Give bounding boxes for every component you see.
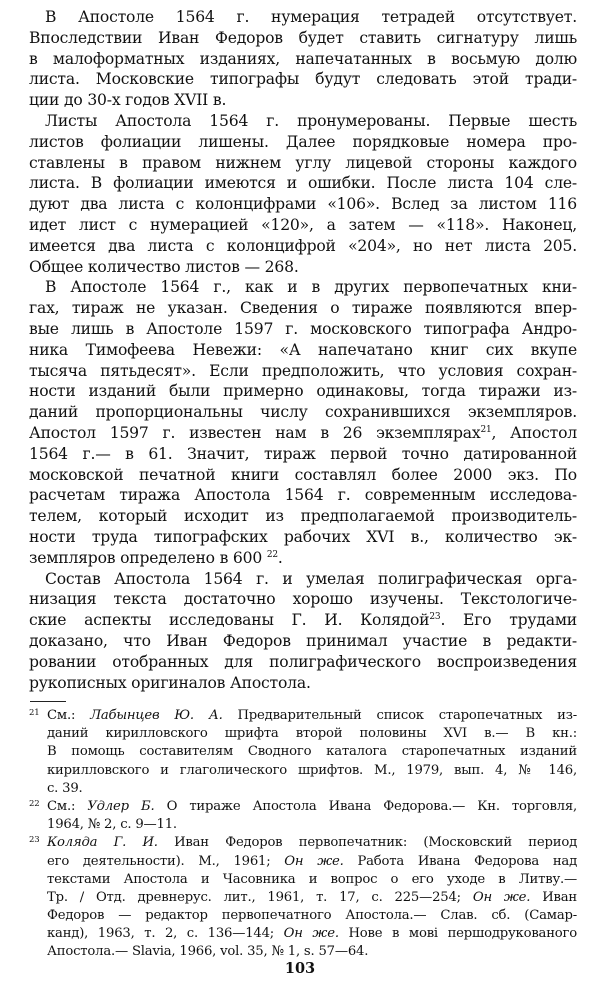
footnote-line: См.: Удлер Б. О тираже Апостола Ивана Федорова.— Кн. торговля, [47, 798, 577, 814]
footnote-21 [29, 707, 577, 798]
footnote-line: даний кирилловского шрифта второй половины XVI в.— В кн.: [47, 726, 577, 742]
text-line: земпляров определено в 600 $^{22}$. [29, 548, 283, 567]
text-line: В Апостоле 1564 г. нумерация тетрадей отсутствует. [45, 8, 577, 26]
footnote-line: Апостола.— Slavia, 1966, vol. 35, № 1, s. 57—64. [47, 944, 369, 960]
footnote-line: Коляда Г. И. Иван Федоров первопечатник: (Московский период [47, 835, 577, 851]
footnote-ref: 23 [429, 612, 441, 623]
italic-text: Лабынцев Ю. А. [90, 708, 223, 723]
text-line: московской печатной книги составлял более 2000 экз. По [29, 465, 577, 484]
footnote-line: Тр. / Отд. древнерус. лит., 1961, т. 17, с. 225—254; Он же. Иван [47, 889, 577, 905]
footnote-line: кирилловского и глаголического шрифтов. М., 1979, вып. 4, № 146, [47, 762, 577, 778]
footnotes [29, 707, 577, 962]
text-line: гах, тираж не указан. Сведения о тираже появляются впер- [29, 299, 577, 318]
italic-text: Он же. [283, 926, 339, 942]
footnote-line: Федоров — редактор первопечатного Апостола.— Слав. сб. (Самар- [47, 908, 577, 924]
text-line: ровании отобранных для полиграфического воспроизведения [29, 652, 577, 671]
footnote-line: текстами Апостола и Часовника и вопрос о его уходе в Литву.— [47, 871, 577, 887]
footnote-22 [29, 798, 577, 834]
text-line: Впоследствии Иван Федоров будет ставить сигнатуру лишь [29, 28, 577, 47]
text-line: листов фолиации лишены. Далее порядковые номера про- [29, 132, 577, 151]
italic-text: Он же. [472, 889, 531, 905]
italic-text: Удлер Б. [87, 798, 155, 814]
text-line: В Апостоле 1564 г., как и в других первопечатных кни- [45, 278, 577, 297]
text-line: имеется два листа с колонцифрой «204», но нет листа 205. [29, 236, 577, 255]
text-line: листа. Московские типографы будут следовать этой тради- [29, 70, 577, 89]
page-number: 103 [284, 960, 316, 977]
footnote-divider [30, 701, 66, 702]
main-text [29, 7, 577, 693]
paragraph [29, 7, 577, 111]
italic-text: Он же. [284, 853, 344, 869]
paragraph [29, 569, 577, 694]
footnote-number: 23 [29, 835, 40, 846]
text-line: ции до 30-х годов XVII в. [29, 91, 227, 110]
text-line: телем, который исходит из предполагаемой производитель- [29, 507, 577, 526]
text-line: Листы Апостола 1564 г. пронумерованы. Первые шесть [45, 111, 577, 130]
text-line: низация текста достаточно хорошо изучены. Текстологиче- [29, 590, 577, 609]
footnote-line: В помощь составителям Сводного каталога старопечатных изданий [47, 744, 577, 760]
footnote-23 [29, 834, 577, 961]
paragraph [29, 111, 577, 277]
text-line: расчетам тиража Апостола 1564 г. современным исследова- [29, 486, 577, 505]
text-line: ские аспекты исследованы Г. И. Колядой$^{23}$. Его трудами [29, 611, 577, 630]
text-line: тысяча пятьдесят». Если предположить, что условия сохран- [29, 361, 577, 380]
text-line: идет лист с нумерацией «120», а затем — «118». Наконец, [29, 215, 577, 234]
text-line: даний пропорциональны числу сохранившихся экземпляров. [29, 403, 577, 422]
footnote-line: канд), 1963, т. 2, с. 136—144; Он же. Нове в мові першодрукованого [47, 926, 577, 942]
footnote-line: с. 39. [47, 780, 83, 796]
text-line: Апостол 1597 г. известен нам в 26 экземплярах$^{21}$, Апостол [29, 423, 578, 442]
footnote-number: 21 [29, 708, 40, 718]
italic-text: Коляда Г. И. [47, 835, 158, 851]
text-line: ставлены в правом нижнем углу лицевой стороны каждого [29, 153, 577, 172]
text-line: дуют два листа с колонцифрами «106». Вслед за листом 116 [29, 195, 577, 214]
text-line: ника Тимофеева Невежи: «А напечатано книг сих вкупе [29, 340, 577, 359]
text-line: Общее количество листов — 268. [29, 257, 299, 276]
text-line: Состав Апостола 1564 г. и умелая полиграфическая орга- [45, 569, 577, 588]
text-line: вые лишь в Апостоле 1597 г. московского типографа Андро- [29, 319, 577, 338]
paragraph [29, 277, 577, 568]
footnote-number: 22 [29, 798, 40, 809]
text-line: в малоформатных изданиях, напечатанных в восьмую долю [29, 49, 577, 68]
footnote-line: его деятельности). М., 1961; Он же. Работа Ивана Федорова над [47, 853, 578, 869]
text-line: рукописных оригиналов Апостола. [29, 673, 311, 692]
text-line: 1564 г.— в 61. Значит, тираж первой точно датированной [29, 444, 577, 463]
footnote-line: См.: Лабынцев Ю. А. Предварительный список старопечатных из- [47, 708, 577, 723]
text-line: доказано, что Иван Федоров принимал участие в редакти- [29, 631, 577, 650]
footnote-ref: 22 [266, 549, 278, 560]
text-line: листа. В фолиации имеются и ошибки. После листа 104 сле- [29, 174, 577, 193]
footnote-ref: 21 [480, 424, 492, 435]
text-line: ности изданий были примерно одинаковы, тогда тиражи из- [29, 382, 577, 401]
footnote-line: 1964, № 2, с. 9—11. [47, 817, 177, 833]
text-line: ности труда типографских рабочих XVI в., количество эк- [29, 527, 577, 546]
